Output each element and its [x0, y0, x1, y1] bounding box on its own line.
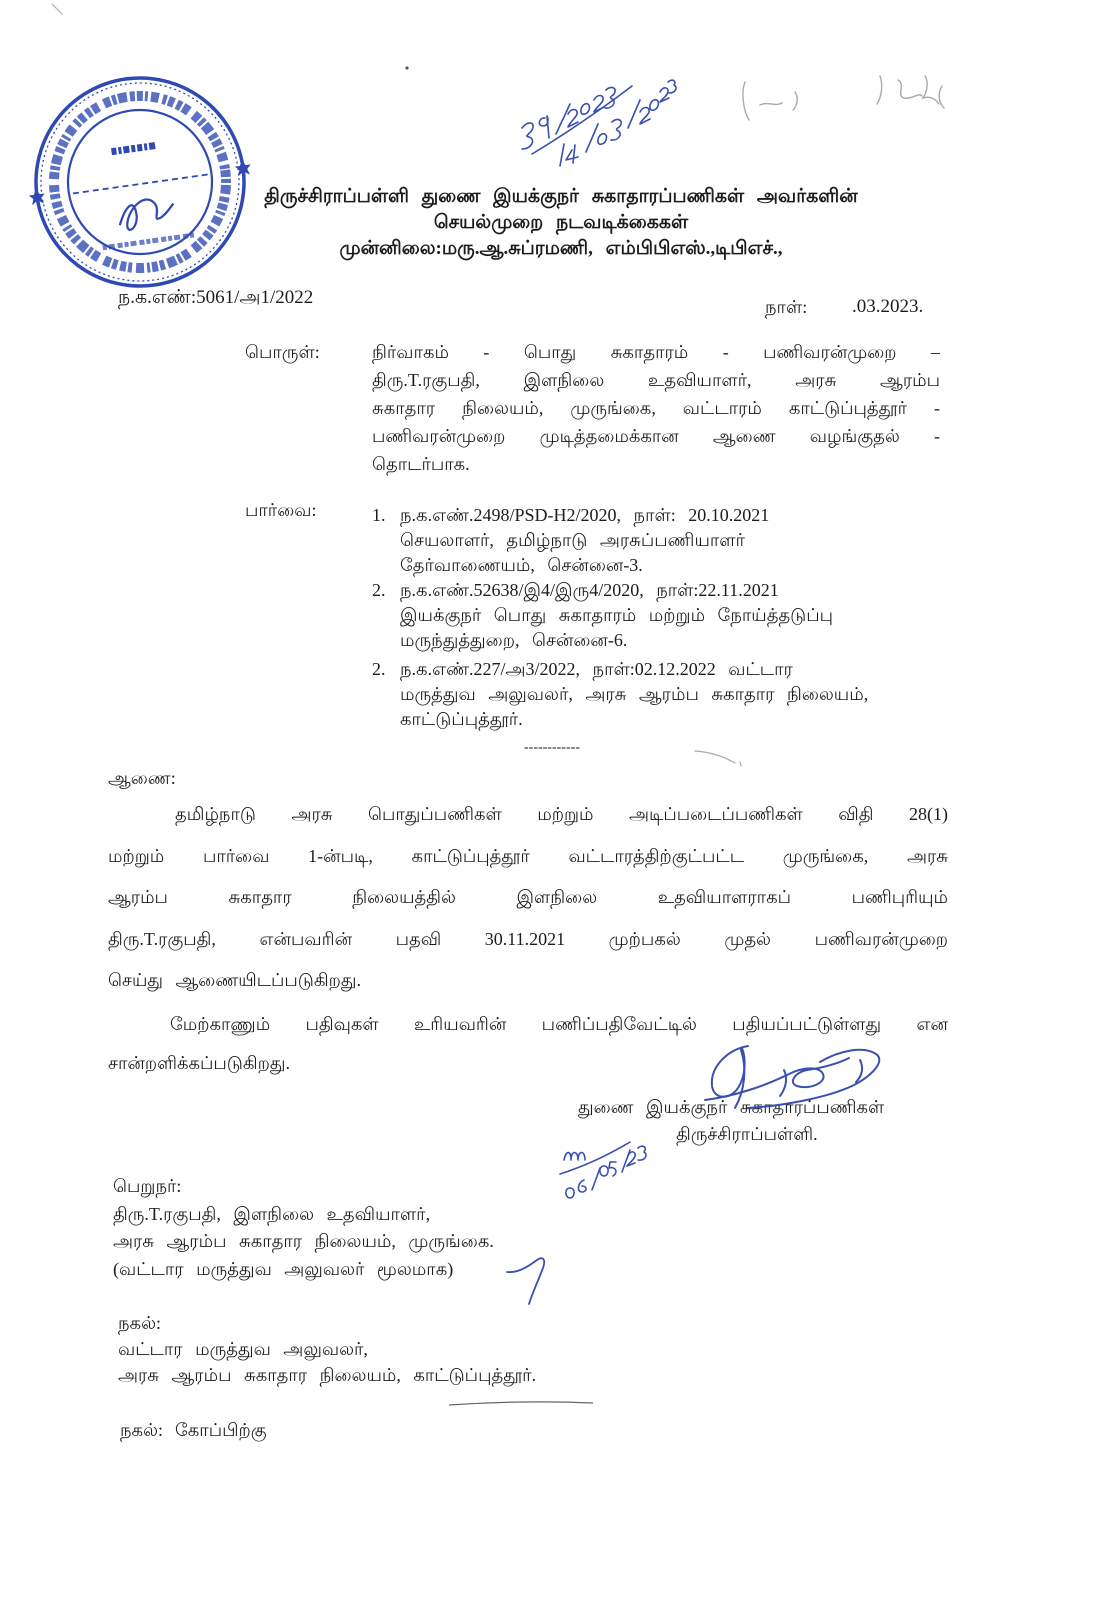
reference-item-line: ந.க.எண்.227/அ3/2022, நாள்:02.12.2022 வட்டார — [400, 659, 793, 679]
seal-center-line — [73, 175, 208, 194]
paper-speck — [405, 66, 408, 69]
reference-item-line: காட்டுப்புத்தூர். — [400, 709, 523, 729]
copy-to-line: வட்டார மருத்துவ அலுவலர், — [118, 1339, 368, 1359]
date-value: .03.2023. — [852, 296, 924, 317]
reference-item-line: மருத்துவ அலுவலர், அரசு ஆரம்ப சுகாதார நிலையம், — [400, 684, 869, 704]
subject-label: பொருள்: — [245, 342, 320, 362]
signatory-place: திருச்சிராப்பள்ளி. — [676, 1124, 818, 1144]
reference-item-line: செயலாளர், தமிழ்நாடு அரசுப்பணியாளர் — [400, 530, 745, 550]
order-paragraph-line: செய்து ஆணையிடப்படுகிறது. — [108, 970, 361, 990]
recipient-label: பெறுநர்: — [113, 1176, 182, 1196]
document-header — [221, 184, 901, 262]
seal-star-icon — [234, 159, 252, 176]
section-separator: ------------ — [524, 740, 580, 755]
subject-line: சுகாதார நிலையம், முருங்கை, வட்டாரம் காட்டுப்புத்தூர் - — [372, 398, 940, 418]
paper-mark — [52, 4, 62, 14]
file-copy-label: நகல்: — [120, 1420, 164, 1440]
file-copy-line — [120, 1417, 480, 1443]
seal-ring-lettering — [43, 85, 237, 279]
certification-paragraph-line: மேற்காணும் பதிவுகள் உரியவரின் பணிப்பதிவேட்டில் பதியப்பட்டுள்ளது என — [170, 1014, 948, 1034]
order-paragraph — [108, 794, 948, 1002]
certification-paragraph-line: சான்றளிக்கப்படுகிறது. — [108, 1053, 290, 1073]
order-paragraph-line: ஆரம்ப சுகாதார நிலையத்தில் இளநிலை உதவியாளராகப் பணிபுரியும் — [108, 887, 948, 907]
copy-to-label: நகல்: — [118, 1313, 162, 1333]
reference-number: ந.க.எண்:5061/அ1/2022 — [118, 287, 314, 308]
subject-text — [372, 338, 940, 478]
seal-center-lettering — [112, 145, 158, 151]
subject-line: பணிவரன்முறை முடித்தமைக்கான ஆணை வழங்குதல் - — [372, 426, 940, 446]
reference-item-line: ந.க.எண்.2498/PSD-H2/2020, நாள்: 20.10.2021 — [400, 505, 770, 525]
reference-item-number: 1. — [372, 505, 386, 525]
handwritten-inward-note — [522, 80, 676, 166]
recipient-block — [113, 1173, 583, 1283]
seal-signature — [117, 196, 176, 231]
order-heading: ஆணை: — [108, 768, 176, 788]
order-paragraph-line: மற்றும் பார்வை 1-ன்படி, காட்டுப்புத்தூர் வட்டாரத்திற்குட்பட்ட முருங்கை, அரசு — [108, 845, 948, 866]
reference-item-line: தேர்வாணையம், சென்னை-3. — [400, 555, 643, 575]
copy-to-line: அரசு ஆரம்ப சுகாதார நிலையம், காட்டுப்புத்தூர். — [118, 1365, 537, 1385]
recipient-line: திரு.T.ரகுபதி, இளநிலை உதவியாளர், — [113, 1203, 431, 1224]
seal-dotted-ring — [28, 70, 252, 294]
recipient-line: (வட்டார மருத்துவ அலுவலர் மூலமாக) — [113, 1258, 454, 1279]
recipient-line: அரசு ஆரம்ப சுகாதார நிலையம், முருங்கை. — [113, 1231, 494, 1251]
references-label: பார்வை: — [245, 500, 317, 520]
office-seal — [15, 63, 266, 300]
seal-inner-ring — [59, 101, 222, 264]
seal-star-icon — [28, 188, 46, 205]
pencil-tick — [695, 751, 741, 766]
header-office-title: திருச்சிராப்பள்ளி துணை இயக்குநர் சுகாதாரப்பணிகள் அவர்களின் — [264, 186, 858, 207]
reference-item-number: 2. — [372, 659, 386, 679]
reference-item-line: மருந்துத்துறை, சென்னை-6. — [400, 630, 628, 650]
subject-line: தொடர்பாக. — [372, 454, 470, 474]
header-presided-by: முன்னிலை:மரு.ஆ.சுப்ரமணி, எம்பிபிஎஸ்.,டிபிஎச்., — [339, 238, 783, 259]
subject-line: திரு.T.ரகுபதி, இளநிலை உதவியாளர், அரசு ஆரம்ப — [372, 370, 940, 390]
seal-outer-ring — [23, 65, 258, 300]
certification-paragraph — [108, 1005, 948, 1083]
signatory-designation: துணை இயக்குநர் சுகாதாரப்பணிகள் — [578, 1097, 885, 1117]
reference-item-line: இயக்குநர் பொது சுகாதாரம் மற்றும் நோய்த்தடுப்பு — [400, 605, 834, 625]
reference-item-number: 2. — [372, 580, 386, 600]
closing-rule — [449, 1402, 593, 1405]
file-copy-value: கோப்பிற்கு — [175, 1420, 267, 1440]
order-paragraph-line: தமிழ்நாடு அரசு பொதுப்பணிகள் மற்றும் அடிப்படைப்பணிகள் விதி 28(1) — [175, 804, 948, 824]
subject-line: நிர்வாகம் - பொது சுகாதாரம் - பணிவரன்முறை – — [372, 342, 940, 362]
pencil-note — [743, 76, 944, 120]
seal-bottom-lettering — [103, 235, 194, 248]
order-paragraph-line: திரு.T.ரகுபதி, என்பவரின் பதவி 30.11.2021 முற்பகல் முதல் பணிவரன்முறை — [108, 928, 948, 949]
copy-to-block — [118, 1310, 638, 1388]
reference-item-line: ந.க.எண்.52638/இ4/இரு4/2020, நாள்:22.11.2021 — [400, 580, 779, 600]
header-proceedings-title: செயல்முறை நடவடிக்கைகள் — [433, 212, 689, 233]
date-label: நாள்: — [765, 297, 808, 317]
